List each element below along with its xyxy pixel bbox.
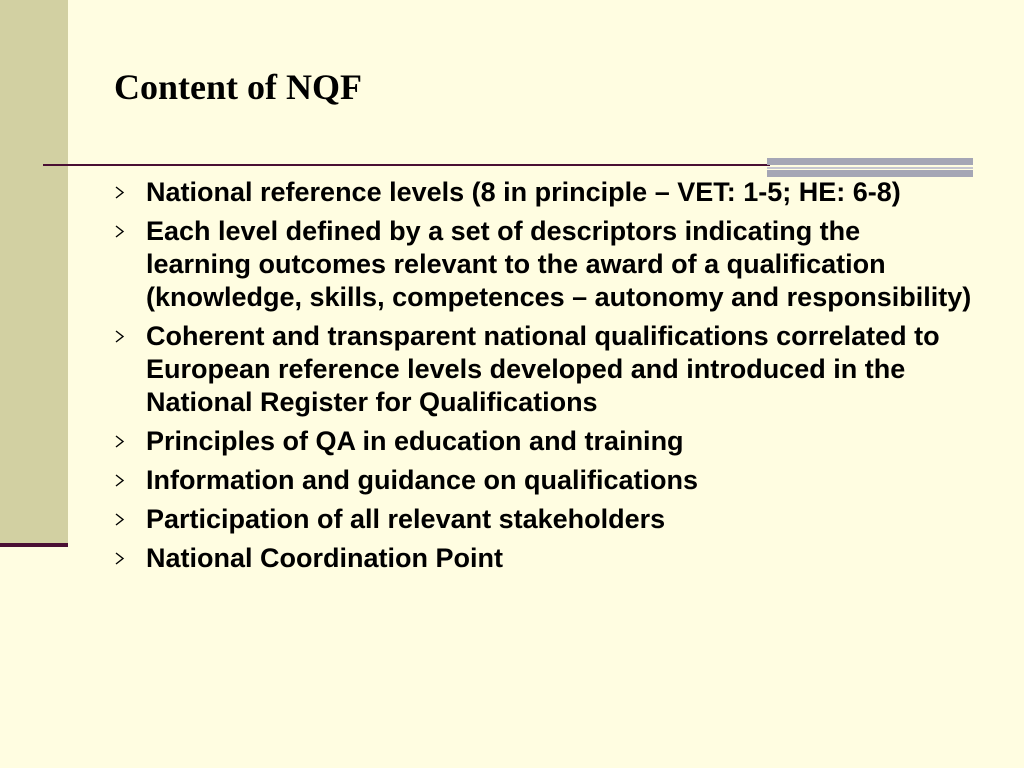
chevron-right-icon [112,217,128,245]
bullet-item [112,176,972,209]
chevron-right-icon [112,322,128,350]
chevron-right-icon [112,427,128,455]
left-decor-rule [0,543,68,547]
chevron-right-icon [112,178,128,206]
chevron-right-icon [112,544,128,572]
bullet-item [112,215,972,314]
bullet-text: Coherent and transparent national qualifications correlated to European reference levels developed and introduced in the National Register for Qualifications [146,321,940,417]
bullet-text: Participation of all relevant stakeholders [146,504,666,534]
left-decor-band [0,0,68,545]
slide-title: Content of NQF [114,67,362,107]
title-divider [43,164,770,166]
bullet-text: Principles of QA in education and training [146,426,684,456]
bullet-text: National Coordination Point [146,543,503,573]
chevron-right-icon [112,466,128,494]
bullet-item [112,425,972,458]
bullet-text: Information and guidance on qualifications [146,465,699,495]
bullet-item [112,542,972,575]
bullet-list [112,176,972,581]
bullet-text: National reference levels (8 in principle – VET: 1-5; HE: 6-8) [146,177,901,207]
bullet-item [112,503,972,536]
bullet-item [112,320,972,419]
accent-bar [767,158,973,178]
bullet-text: Each level defined by a set of descriptors indicating the learning outcomes relevant to the award of a qualification (knowledge, skills, competences – autonomy and responsibility) [146,216,972,312]
chevron-right-icon [112,505,128,533]
bullet-item [112,464,972,497]
